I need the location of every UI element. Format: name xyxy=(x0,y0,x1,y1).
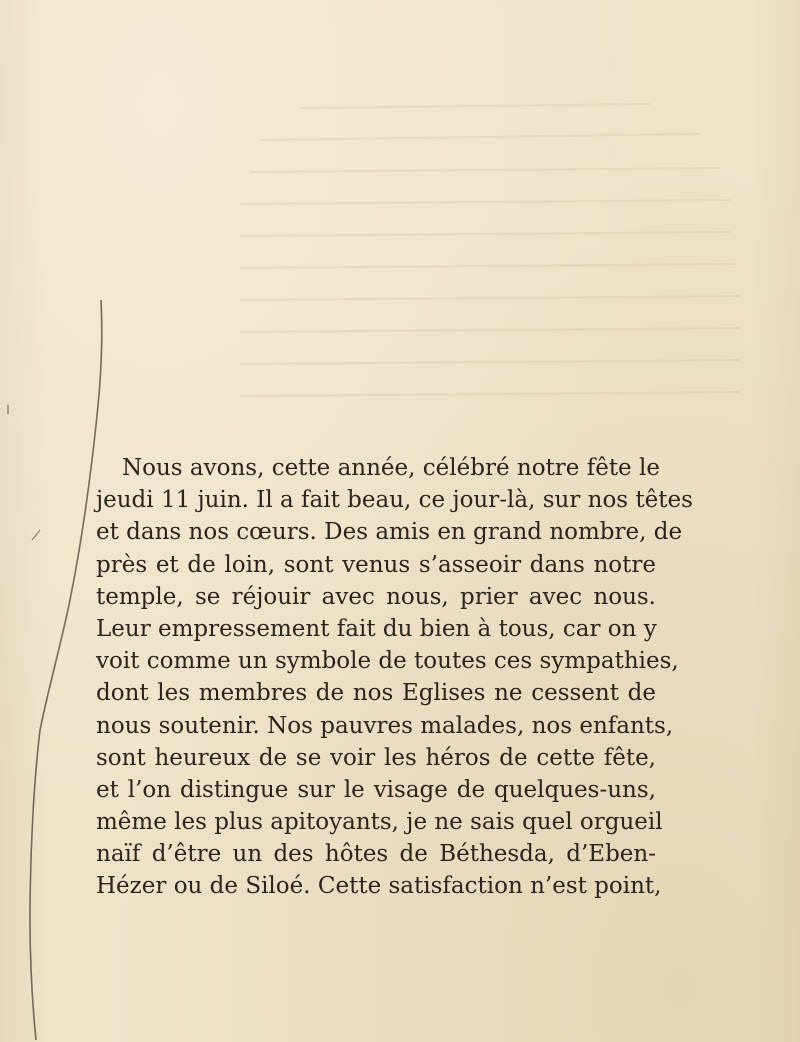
text-line: nous soutenir. Nos pauvres malades, nos enfants, xyxy=(96,712,674,739)
left-margin-tick xyxy=(32,530,40,540)
text-line: temple, se réjouir avec nous, prier avec nous. xyxy=(96,583,656,610)
text-line: Leur empressement fait du bien à tous, car on y xyxy=(96,615,657,642)
text-line: et dans nos cœurs. Des amis en grand nombre, de xyxy=(96,519,683,546)
text-line: jeudi 11 juin. Il a fait beau, ce jour-là, sur nos têtes xyxy=(96,487,693,514)
text-line: voit comme un symbole de toutes ces sympathies, xyxy=(96,648,679,675)
text-line: Nous avons, cette année, célébré notre fête le xyxy=(122,455,660,481)
text-line: naïf d’être un des hôtes de Béthesda, d’Eben- xyxy=(96,841,656,868)
text-line: sont heureux de se voir les héros de cette fête, xyxy=(96,744,656,771)
text-line: dont les membres de nos Eglises ne cessent de xyxy=(96,680,656,707)
show-through-text xyxy=(240,104,740,396)
body-paragraph xyxy=(96,452,693,903)
text-line: Hézer ou de Siloé. Cette satisfaction n’est point, xyxy=(96,873,662,900)
left-margin-line xyxy=(30,300,102,1040)
text-line: même les plus apitoyants, je ne sais quel orgueil xyxy=(96,809,663,836)
text-line: près et de loin, sont venus s’asseoir dans notre xyxy=(96,551,656,578)
text-line: et l’on distingue sur le visage de quelques-uns, xyxy=(96,776,656,803)
